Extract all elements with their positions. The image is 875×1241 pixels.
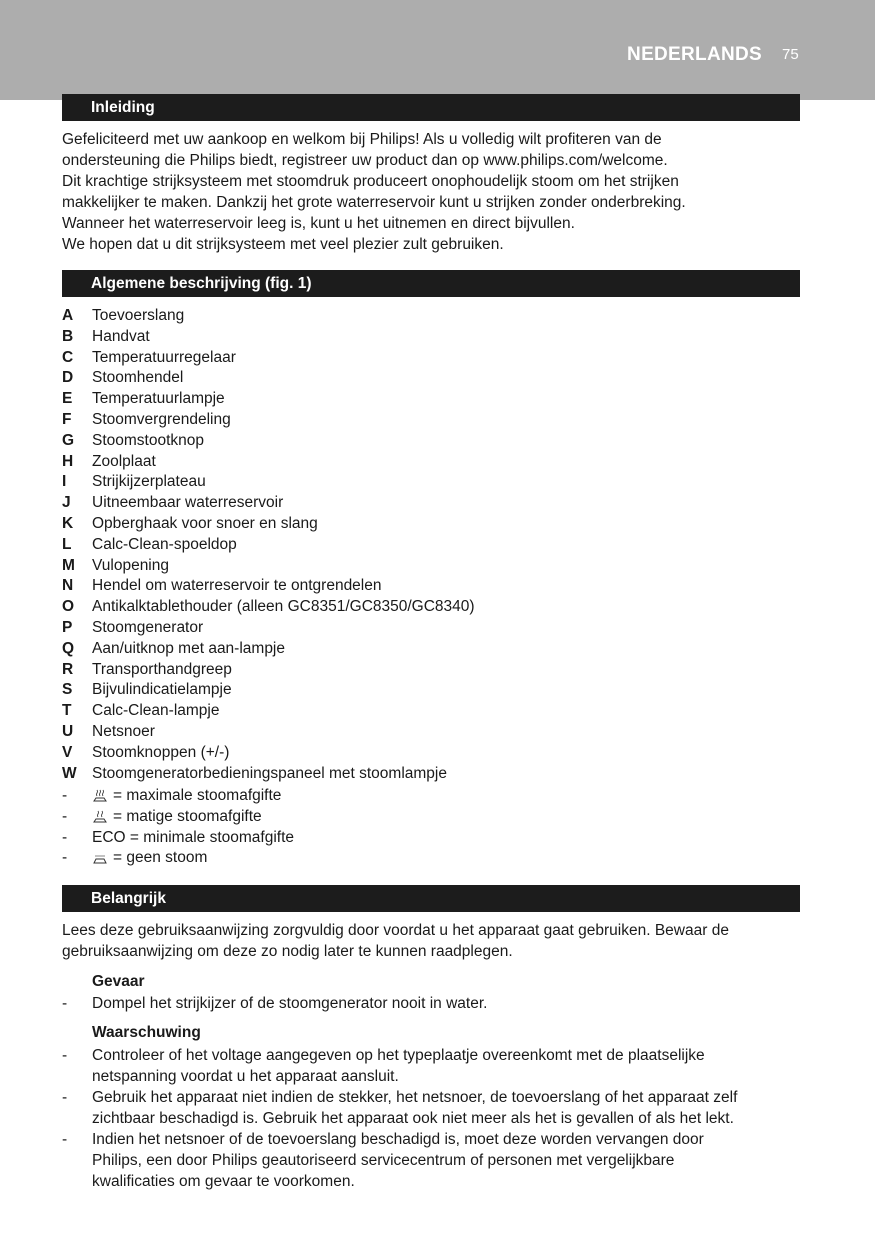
section-header-important	[62, 886, 800, 912]
part-description: Calc-Clean-lampje	[92, 702, 220, 720]
dash: -	[62, 1131, 68, 1148]
warning-heading: Waarschuwing	[92, 1024, 201, 1041]
text-line: Dompel het strijkijzer of de stoomgenerator nooit in water.	[92, 995, 488, 1012]
part-item	[62, 639, 802, 660]
part-item	[62, 660, 802, 681]
part-description: Stoomhendel	[92, 369, 184, 387]
medium-steam-icon	[92, 810, 108, 824]
danger-heading: Gevaar	[92, 973, 145, 990]
part-letter: A	[62, 307, 74, 324]
section-header-intro	[62, 95, 800, 121]
part-item	[62, 743, 802, 764]
part-item	[62, 306, 802, 327]
parts-list	[62, 306, 802, 784]
part-item	[62, 389, 802, 410]
text-line: netspanning voordat u het apparaat aansluit.	[92, 1068, 399, 1085]
part-description: Stoomvergrendeling	[92, 410, 231, 428]
steam-level-text: = matige stoomafgifte	[113, 807, 262, 825]
part-description: Bijvulindicatielampje	[92, 681, 232, 699]
text-line: zichtbaar beschadigd is. Gebruik het apparaat ook niet meer als het is gevallen of als het lekt.	[92, 1110, 734, 1127]
part-letter: J	[62, 494, 71, 512]
text-line: Controleer of het voltage aangegeven op het typeplaatje overeenkomt met de plaatselijke	[92, 1047, 705, 1064]
dash: -	[62, 787, 68, 804]
part-item	[62, 576, 802, 597]
steam-levels-list	[62, 786, 802, 869]
page-number: 75	[782, 46, 799, 63]
part-letter: K	[62, 514, 74, 532]
part-item	[62, 348, 802, 369]
part-letter: O	[62, 598, 75, 616]
part-item	[62, 514, 802, 535]
part-letter: B	[62, 327, 74, 345]
text-line: Wanneer het waterreservoir leeg is, kunt u het uitnemen en direct bijvullen.	[62, 215, 575, 232]
part-item	[62, 680, 802, 701]
part-item	[62, 493, 802, 514]
text-line: kwalificaties om gevaar te voorkomen.	[92, 1173, 355, 1190]
section-title: Inleiding	[91, 99, 155, 116]
part-description: Toevoerslang	[92, 307, 185, 324]
dash: -	[62, 807, 68, 825]
dash: -	[62, 849, 68, 867]
part-item	[62, 452, 802, 473]
max-steam-icon	[92, 789, 108, 803]
part-description: Vulopening	[92, 556, 169, 574]
text-line: We hopen dat u dit strijksysteem met veel plezier zult gebruiken.	[62, 236, 504, 253]
part-letter: S	[62, 681, 73, 699]
part-letter: V	[62, 743, 73, 761]
part-letter: N	[62, 577, 74, 595]
part-letter: M	[62, 556, 75, 574]
list-item	[62, 786, 802, 807]
part-description: Aan/uitknop met aan-lampje	[92, 639, 286, 657]
part-letter: L	[62, 535, 72, 553]
text-line: Gebruik het apparaat niet indien de stekker, het netsnoer, de toevoerslang of het apparaat zelf	[92, 1089, 738, 1106]
part-description: Strijkijzerplateau	[92, 473, 206, 491]
text-line: Lees deze gebruiksaanwijzing zorgvuldig door voordat u het apparaat gaat gebruiken. Bewaar de	[62, 922, 729, 939]
list-item	[62, 828, 802, 849]
part-letter: H	[62, 452, 74, 470]
language-title: NEDERLANDS	[627, 44, 762, 65]
part-description: Netsnoer	[92, 722, 155, 740]
steam-level-text: = maximale stoomafgifte	[113, 787, 282, 804]
part-description: Stoomgenerator	[92, 618, 204, 636]
part-description: Handvat	[92, 327, 150, 345]
part-letter: C	[62, 348, 74, 366]
intro-paragraph	[62, 129, 802, 255]
part-letter: D	[62, 369, 74, 387]
text-line: Philips, een door Philips geautoriseerd servicecentrum of personen met vergelijkbare	[92, 1152, 675, 1169]
important-paragraph	[62, 920, 802, 962]
part-item	[62, 722, 802, 743]
part-item	[62, 701, 802, 722]
section-title: Belangrijk	[91, 890, 166, 907]
part-description: Stoomstootknop	[92, 431, 205, 449]
part-description: Stoomgeneratorbedieningspaneel met stoomlampje	[92, 764, 447, 782]
part-letter: F	[62, 410, 72, 428]
part-letter: Q	[62, 639, 75, 657]
part-description: Transporthandgreep	[92, 660, 232, 678]
part-letter: G	[62, 431, 75, 449]
part-item	[62, 764, 802, 785]
part-description: Temperatuurlampje	[92, 390, 225, 408]
part-letter: W	[62, 764, 77, 782]
part-item	[62, 535, 802, 556]
dash: -	[62, 828, 68, 846]
part-item	[62, 431, 802, 452]
part-item	[62, 618, 802, 639]
part-description: Stoomknoppen (+/-)	[92, 743, 230, 761]
no-steam-icon	[92, 852, 108, 866]
text-line: Dit krachtige strijksysteem met stoomdruk produceert onophoudelijk stoom om het strijken	[62, 173, 679, 190]
part-item	[62, 597, 802, 618]
steam-level-text: ECO = minimale stoomafgifte	[92, 828, 295, 846]
part-item	[62, 472, 802, 493]
text-line: gebruiksaanwijzing om deze zo nodig later te kunnen raadplegen.	[62, 943, 513, 960]
part-item	[62, 327, 802, 348]
text-line: ondersteuning die Philips biedt, registreer uw product dan op www.philips.com/welcome.	[62, 152, 668, 169]
part-description: Opberghaak voor snoer en slang	[92, 514, 318, 532]
part-description: Calc-Clean-spoeldop	[92, 535, 237, 553]
text-line: Indien het netsnoer of de toevoerslang beschadigd is, moet deze worden vervangen door	[92, 1131, 704, 1148]
steam-level-text: = geen stoom	[113, 849, 208, 867]
part-description: Antikalktablethouder (alleen GC8351/GC8350/GC8340)	[92, 598, 475, 616]
section-header-description	[62, 271, 800, 297]
part-item	[62, 368, 802, 389]
part-letter: E	[62, 390, 73, 408]
part-description: Uitneembaar waterreservoir	[92, 494, 284, 512]
list-item	[62, 807, 802, 828]
part-description: Temperatuurregelaar	[92, 348, 236, 366]
part-item	[62, 556, 802, 577]
part-letter: U	[62, 722, 74, 740]
part-description: Hendel om waterreservoir te ontgrendelen	[92, 577, 382, 595]
part-letter: P	[62, 618, 73, 636]
dash: -	[62, 1047, 68, 1064]
list-item	[62, 848, 802, 869]
part-item	[62, 410, 802, 431]
dash: -	[62, 1089, 68, 1106]
dash: -	[62, 995, 68, 1012]
section-title: Algemene beschrijving (fig. 1)	[91, 275, 312, 292]
part-letter: R	[62, 660, 74, 678]
text-line: makkelijker te maken. Dankzij het grote waterreservoir kunt u strijken zonder onderbreking.	[62, 194, 686, 211]
part-description: Zoolplaat	[92, 452, 156, 470]
part-letter: T	[62, 702, 72, 720]
text-line: Gefeliciteerd met uw aankoop en welkom bij Philips! Als u volledig wilt profiteren van de	[62, 131, 662, 148]
part-letter: I	[62, 473, 67, 491]
